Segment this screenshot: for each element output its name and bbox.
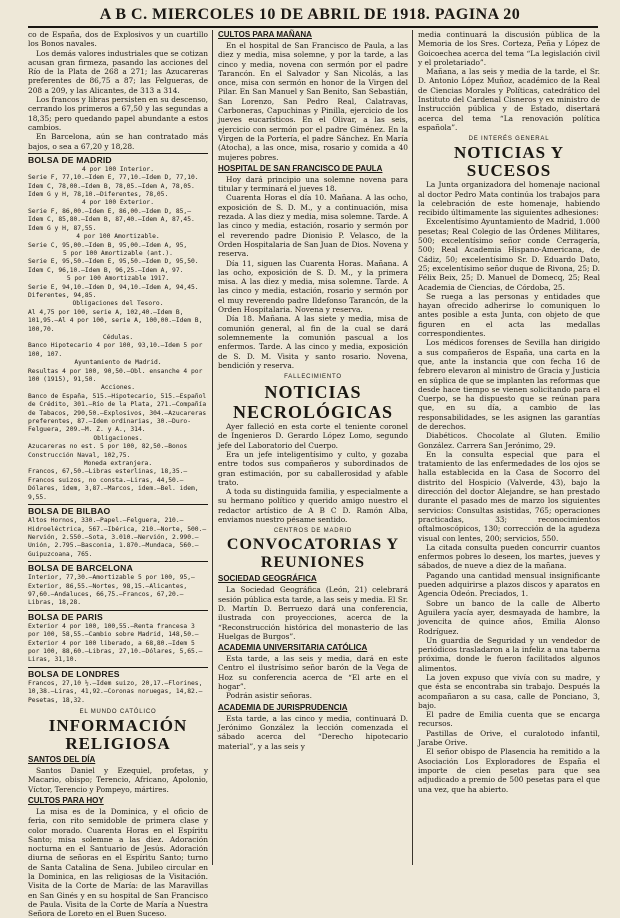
paragraph: Cuarenta Horas el día 10. Mañana. A las ocho, exposición de S. D. M., y a continuación, misa rezada. A las diez y media, misa solemne. Tarde. A las cinco y media, estación, rosario y sermón por el reverendo padre Dionisio P. Velasco, de la Orden Hospitalaria de San Juan de Dios. Novena y reserva. <box>218 193 408 259</box>
paragraph: Los médicos forenses de Sevilla han dirigido a sus compañeros de España, una carta en la que, ante la instancia que con fecha 16 de febrero elevaron al ministro de Gracia y Justicia en súplica de que se implanten las reformas que desde hace tiempo se vienen solicitando para el Cuerpo, se ha dispuesto que se reúnan para que, en su día, a cambio de las responsabilidades, se les asignen las garantías de derechos. <box>418 338 600 431</box>
headline: CONVOCATORIAS Y REUNIONES <box>226 536 400 572</box>
paragraph: Un guardia de Seguridad y un vendedor de periódicos trasladaron a la infeliz a una taberna próxima, donde le fueron facilitados algunos alimentos. <box>418 635 600 673</box>
market-subheading: 5 por 100 Amortizable (ant.). <box>63 249 173 257</box>
headline: NOTICIAS Y SUCESOS <box>454 143 564 181</box>
market-line: Al 4,75 por 100, serie A, 102,40.—Idem B, 101,95.—Al 4 por 100, serie A, 100,00.—Idem B, 100,70. <box>28 308 203 333</box>
market-subheading: Acciones. <box>100 384 136 392</box>
paragraph: Los francos y libras persisten en su descenso, cerrando los primeros a 67,50 y las segundas a 18,35; pero quedando papel abundante a estos cambios. <box>28 95 208 132</box>
market-text: Francos, 67,50.—Libras esterlinas, 18,35.—Francos suizos, no consta.—Liras, 44,50.—Dólares, idem, 3,87.—Marcos, idem.—Bel. idem, 9,55. <box>28 468 199 501</box>
paragraph: Pagando una cantidad mensual insignificante pueden adquirirse a plazos discos y aparatos en Agencia Odeón. Preciados, 1. <box>418 570 600 599</box>
market-subheading: Obligaciones del Tesoro. <box>72 300 164 308</box>
market-line: Idem C, 78,00.—Idem B, 78,05.—Idem A, 78,05. <box>28 182 195 190</box>
paragraph: En Barcelona, aún se han contratado más bajos, o sea a 67,20 y 18,28. <box>28 132 208 151</box>
column-2 <box>218 30 408 865</box>
market-line: Serie E, 95,50.—Idem E, 95,50.—Idem D, 95,50. <box>28 258 199 266</box>
market-text: Banco de España, 515.—Hipotecario, 515.—Español de Crédito, 301.—Río de la Plata, 271.—Compañía de Tabacos, 290,50.—Explosivos, 304.—Azucareras preferentes, 87.—Idem ordinarias, 30.—Duro-Felguera, 209.—M. Z. y A., 314. <box>28 392 207 434</box>
paragraph: Se ruega a las personas y entidades que hayan ofrecido adherirse lo comuniquen lo antes posible a esta Junta, con objeto de que figuren en el acta las medallas correspondientes. <box>418 291 600 339</box>
market-line: Serie F, 86,00.—Idem E, 86,00.—Idem D, 85,— <box>28 207 192 215</box>
paragraph: El padre de Emilia cuenta que se encarga recursos. <box>418 710 600 729</box>
market-text: Exterior 4 por 100, 100,55.—Renta francesa 3 por 100, 58,55.—Cambio sobre Madrid, 148,50.—Exterior 4 por 100 liberado, a 68,80.—Idem 5 por 100, 88,60.—Libras, 27,10.—Dólares, 5,65.—Liras, 31,10. <box>28 622 203 664</box>
market-line: Serie F, 77,10.—Idem E, 77,10.—Idem D, 77,10. <box>28 174 199 182</box>
market-list <box>28 208 208 233</box>
paragraph: La misa es de la Dominica, y el oficio de feria, con rito semidoble de primera clase y color morado. Cuarenta Horas en el Espíritu Santo; misa solemne a las diez. Adoración nocturna en el Santuario de Jesús. Adoración diurna de señoras en el Espíritu Santo; turno de Santa Catalina de Sena. Jubileo circular en la Dominica, en las religiosas de la Visitación. Visita de la Corte de María: de las Maravillas en San Ginés y en su hospital de San Francisco de Paula. Visita de la Corte de María a Nuestra Señora de Loreto en el Buen Suceso. <box>28 806 208 918</box>
section-kicker: FALLECIMIENTO <box>284 374 342 381</box>
paragraph: Sobre un banco de la calle de Alberto Aguilera yacía ayer, desmayada de hambre, la jovencita de quince años, Emilia Alonso Rodríguez. <box>418 598 600 636</box>
paragraph: Ayer falleció en esta corte el teniente coronel de Ingenieros D. Gerardo López Lomo, segundo jefe del Laboratorio del Cuerpo. <box>218 422 408 450</box>
market-subheading: 4 por 100 Interior. <box>81 165 155 173</box>
market-subheading: 4 por 100 Exterior. <box>81 199 155 207</box>
column-divider <box>412 30 413 865</box>
paragraph: co de España, dos de Explosivos y un cuartillo los Bonos navales. <box>28 30 208 49</box>
market-line: Idem C, 96,10.—Idem B, 96,25.—Idem A, 97. <box>28 266 184 274</box>
market-text: Francos, 27,10 ½.—Idem suizo, 20,17.—Florines, 10,38.—Liras, 41,92.—Coronas noruegas, 14,82.—Pesetas, 18,32. <box>28 679 203 704</box>
market-list <box>28 242 208 250</box>
market-text: Interior, 77,30.—Amortizable 5 por 100, 95,—Exterior, 86,55.—Nortes, 98,15.—Alicantes, 97,60.—Andaluces, 66,75.—Francos, 67,20.—Libras, 18,28. <box>28 574 195 607</box>
column-3 <box>418 30 600 865</box>
section-kicker: DE INTERÉS GENERAL <box>468 136 550 143</box>
section-heading: BOLSA DE BARCELONA <box>28 561 208 573</box>
section-heading: BOLSA DE BILBAO <box>28 504 208 516</box>
headline: INFORMACIÓN RELIGIOSA <box>48 716 188 754</box>
market-list <box>28 284 208 301</box>
market-line: Idem G y H, 87,55. <box>28 224 97 232</box>
market-text: Resultas 4 por 100, 90,50.—Obl. ensanche 4 por 100 (1915), 91,50. <box>28 367 203 384</box>
market-subheading: 4 por 100 Amortizable. <box>76 233 160 241</box>
subheading: HOSPITAL DE SAN FRANCISCO DE PAULA <box>218 163 383 173</box>
market-line: Serie E, 94,10.—Idem D, 94,10.—Idem A, 94,45. <box>28 283 199 291</box>
paragraph: Diabéticos. Chocolate al Gluten. Emilio González. Carrera San Jerónimo, 29. <box>418 431 600 450</box>
column-1 <box>28 30 208 918</box>
paragraph: Esta tarde, a las cinco y media, continuará D. Jerónimo González la lección comenzada el sábado acerca del “Derecho hipotecario material”, y a las seis y <box>218 713 408 751</box>
market-subheading: Obligaciones. <box>93 434 143 442</box>
subheading: SOCIEDAD GEOGRÁFICA <box>218 574 317 584</box>
section-heading: BOLSA DE PARIS <box>28 610 208 622</box>
section-kicker: EL MUNDO CATÓLICO <box>79 709 157 716</box>
subheading: ACADEMIA DE JURISPRUDENCIA <box>218 702 348 712</box>
market-subheading: 5 por 100 Amortizable 1917. <box>66 275 170 283</box>
market-line: Idem C, 85,80.—Idem B, 87,40.—Idem A, 87,45. <box>28 216 195 224</box>
market-list <box>28 258 208 275</box>
subheading: CULTOS PARA MAÑANA <box>218 30 312 39</box>
section-kicker: CENTROS DE MADRID <box>273 528 353 535</box>
market-line: Serie C, 95,00.—Idem B, 95,00.—Idem A, 95, <box>28 241 188 249</box>
market-list <box>28 309 208 334</box>
market-list <box>28 174 208 199</box>
market-line: Idem G y H, 78,10.—Diferentes, 78,05. <box>28 191 169 199</box>
paragraph: Hoy dará principio una solemne novena para titular y terminará el jueves 18. <box>218 174 408 194</box>
headline: NOTICIAS NECROLÓGICAS <box>232 382 394 423</box>
paragraph: La Sociedad Geográfica (León, 21) celebrará sesión pública esta tarde, a las seis y media. El Sr. D. Martín D. Berruezo dará una conferencia, ilustrada con proyecciones, acerca de la “Reconstrucción histórica del monasterio de las Huelgas de Burgos”. <box>218 585 408 641</box>
column-divider <box>212 30 213 865</box>
market-text: Altos Hornos, 330.—Papel.—Felguera, 210.—Hidroeléctrica, 567.—Ibérica, 210.—Norte, 500.—Nervión, 2.550.—Sota, 3.010.—Nervión, 2.990.—Unión, 2.795.—Basconia, 1.870.—Mundaca, 560.—Guipuzcoana, 765. <box>28 517 207 558</box>
paragraph: En la consulta especial que para el tratamiento de las enfermedades de los ojos se halla establecida en la Casa de Socorro del distrito del Hospicio (Valverde, 43), bajo la dirección del doctor Alejandre, se han prestado durante el pasado mes de marzo los siguientes servicios: Consultas asistidas, 765; operaciones practicadas, 33; reconocimientos oftalmoscópicos, 130; corrección de la agudeza visual con lentes, 200; servicios, 550. <box>418 449 600 543</box>
subheading: SANTOS DEL DÍA <box>28 755 96 765</box>
header-rule <box>28 26 598 28</box>
paragraph: Día 18. Mañana. A las siete y media, misa de comunión general, al fin de la cual se dará solemnemente la comunión pascual a los enfermos. Tarde. A las cinco y media, exposición de S. D. M. Visita y santo rosario. Novena, bendición y reserva. <box>218 314 408 370</box>
section-heading: BOLSA DE MADRID <box>28 153 208 165</box>
subheading: CULTOS PARA HOY <box>28 795 104 805</box>
market-subheading: Cédulas. <box>102 333 134 341</box>
paragraph: Santos Daniel y Ezequiel, profetas, y Macario, obispo; Terencio, Africano, Apolonio, Víctor, Terencio y Pompeyo, mártires. <box>28 766 208 794</box>
paragraph: Mañana, a las seis y media de la tarde, el Sr. D. Antonio López Muñoz, académico de la Real de Ciencias Morales y Políticas, catedrático del Instituto del Cardenal Cisneros y ex ministro de Instrucción pública y de Estado, disertará acerca del tema “La renovación política española”. <box>418 67 600 132</box>
paragraph: La Junta organizadora del homenaje nacional al doctor Pedro Mata continúa los trabajos para la celebración de este homenaje, habiendo recibido últimamente las siguientes adhesiones: <box>418 180 600 218</box>
market-text: Azucareras no est. 5 por 100, 82,50.—Bonos Construcción Naval, 102,75. <box>28 443 188 459</box>
paragraph: Los demás valores industriales que se cotizan acusan gran firmeza, pasando las acciones del Río de la Plata de 268 a 271; las Azucareras preferentes de 86,75 a 87; las Felgueras, de 208 a 209, y las Alicantes, de 313 a 314. <box>28 48 208 95</box>
market-line: Diferentes, 94,85. <box>28 291 97 299</box>
paragraph: Pastillas de Orive, el curalotodo infantil, Jarabe Orive. <box>418 728 600 748</box>
paragraph: media continuará la discusión pública de la Memoria de los Sres. Corteza, Peña y López de Goicoechea acerca del tema “La legislación civil y el proletariado”. <box>418 30 600 67</box>
paragraph: La citada consulta pueden concurrir cuantos enfermos pobres lo deseen, los martes, jueves y sábados, de nueve a diez de la mañana. <box>418 542 600 571</box>
paragraph: A toda su distinguida familia, y especialmente a su hermano político y querido amigo nuestro el redactor artístico de A B C D. Ramón Alba, enviamos nuestro pésame sentido. <box>218 487 408 525</box>
paragraph: Esta tarde, a las seis y media, dará en este Centro el ilustrísimo señor barón de la Vega de Hoz su conferencia acerca de “El arte en el hogar”. <box>218 654 408 692</box>
paragraph: Día 11, siguen las Cuarenta Horas. Mañana. A las ocho, exposición de S. D. M., y la primera misa. A las diez y media, misa solemne. Tarde. A las cinco y media, estación, rosario y sermón por el muy reverendo padre Ildefonso Tarancón, de la Orden Hospitalaria. Novena y reserva. <box>218 258 408 315</box>
market-subheading: Moneda extranjera. <box>83 460 153 468</box>
paragraph: La joven expuso que vivía con su madre, y que ésta se encontraba sin trabajo. Después la acompañaron a su casa, calle de Ponciano, 3, bajo. <box>418 673 600 710</box>
section-heading: BOLSA DE LONDRES <box>28 667 208 679</box>
market-text: Banco Hipotecario 4 por 100, 93,10.—Idem 5 por 100, 107. <box>28 342 203 358</box>
paragraph: El señor obispo de Plasencia ha remitido a la Asociación Los Exploradores de España el importe de cien pesetas para que sea adjudicado a premio de 500 pesetas para el que una vez, que ha abierto. <box>418 747 600 794</box>
paragraph: Era un jefe inteligentísimo y culto, y gozaba entre todos sus compañeros y subordinados de gran estimación, por su caballerosidad y afable trato. <box>218 449 408 487</box>
page-header: A B C. MIERCOLES 10 DE ABRIL DE 1918. PAGINA 20 <box>99 6 521 23</box>
subheading: ACADEMIA UNIVERSITARIA CATÓLICA <box>218 643 368 653</box>
market-subheading: Ayuntamiento de Madrid. <box>74 359 162 367</box>
paragraph: Podrán asistir señoras. <box>226 691 312 701</box>
paragraph: En el hospital de San Francisco de Paula, a las diez y media, misa solemne, y por la tarde, a las cinco y media, novena con sermón por el padre Tarancón. En el Salvador y San Nicolás, a las once, misa con sermón en honor de la Virgen del Pilar. En San Manuel y San Benito, San Sebastián, San Lorenzo, San Pedro Real, Calatravas, Carboneras, Capuchinas y Pinilla, ejercicio de los jueves eucarísticos. En el Olivar, a las seis, ejercicio con sermón por el padre Giménez. En la Virgen de la Portería, el padre Sánchez. En María (Atocha), a las once, misa, rosario y comida a 40 mujeres pobres. <box>218 41 408 162</box>
paragraph: Excelentísimo Ayuntamiento de Madrid, 1.000 pesetas; Real Colegio de las Órdenes Militares, 500; excelentísimo señor conde Cerragería, 500; Real Academia Hispano-Americana, de Cádiz, 50; excelentísimo Sr. D. Eduardo Dato, 25; excelentísimo señor duque de Rivona, 25; D. Félix Beix, 25; D. Manuel de Domecq, 25; Real Academia de Ciencias, de Córdoba, 25. <box>418 217 600 292</box>
